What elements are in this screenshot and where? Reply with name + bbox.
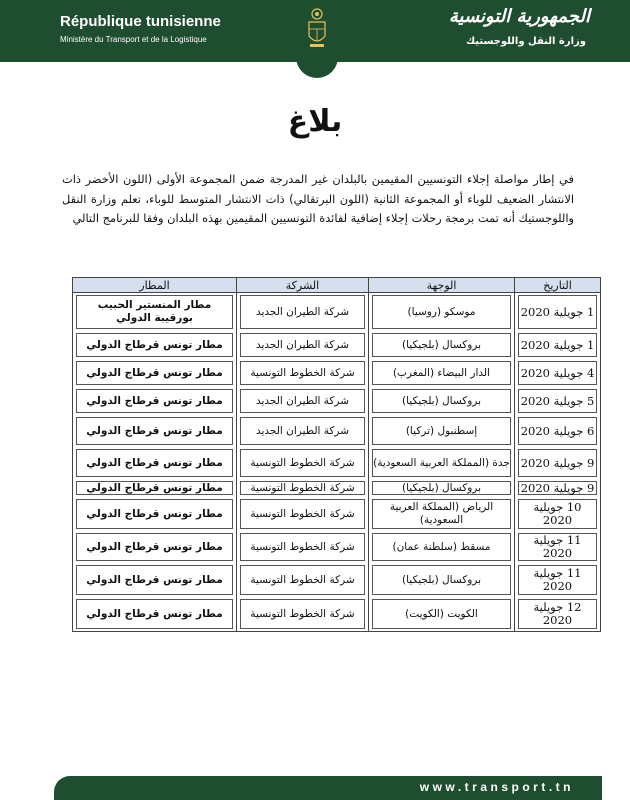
company-cell: شركة الخطوط التونسية	[240, 449, 365, 477]
airport-cell: مطار تونس قرطاج الدولي	[76, 389, 233, 413]
date-cell: 9 جويلية 2020	[518, 481, 597, 495]
company-cell: شركة الخطوط التونسية	[240, 499, 365, 529]
airport-cell: مطار تونس قرطاج الدولي	[76, 565, 233, 595]
date-cell: 1 جويلية 2020	[518, 333, 597, 357]
french-title: République tunisienne	[60, 13, 221, 30]
destination-cell: الكويت (الكويت)	[372, 599, 511, 629]
company-cell: شركة الطيران الجديد	[240, 389, 365, 413]
company-cell: شركة الخطوط التونسية	[240, 481, 365, 495]
destination-cell: الدار البيضاء (المغرب)	[372, 361, 511, 385]
destination-cell: بروكسال (بلجيكيا)	[372, 481, 511, 495]
company-cell: شركة الطيران الجديد	[240, 417, 365, 445]
table-row	[73, 415, 601, 447]
airport-cell: مطار تونس قرطاج الدولي	[76, 417, 233, 445]
destination-cell: الرياض (المملكة العربية السعودية)	[372, 499, 511, 529]
website-link[interactable]: www.transport.tn	[419, 780, 574, 794]
table-row	[73, 479, 601, 497]
date-cell: 5 جويلية 2020	[518, 389, 597, 413]
date-cell: 1 جويلية 2020	[518, 295, 597, 329]
destination-cell: موسكو (روسيا)	[372, 295, 511, 329]
arabic-ministry-name: وزارة النقل واللوجستيك	[465, 36, 586, 47]
date-cell: 11 جويلية 2020	[518, 565, 597, 595]
company-cell: شركة الطيران الجديد	[240, 333, 365, 357]
announcement-title: بلاغ	[287, 104, 343, 139]
destination-cell: إسطنبول (تركيا)	[372, 417, 511, 445]
airport-cell: مطار تونس قرطاج الدولي	[76, 499, 233, 529]
company-cell: شركة الخطوط التونسية	[240, 533, 365, 561]
destination-cell: جدة (المملكة العربية السعودية)	[372, 449, 511, 477]
company-cell: شركة الخطوط التونسية	[240, 599, 365, 629]
date-cell: 4 جويلية 2020	[518, 361, 597, 385]
date-cell: 12 جويلية 2020	[518, 599, 597, 629]
header-date: التاريخ	[515, 278, 601, 293]
airport-cell: مطار تونس قرطاج الدولي	[76, 361, 233, 385]
table-row	[73, 597, 601, 632]
header-company: الشركة	[237, 278, 369, 293]
header-airport: المطار	[73, 278, 237, 293]
destination-cell: مسقط (سلطنة عمان)	[372, 533, 511, 561]
coat-of-arms-icon	[307, 8, 327, 50]
airport-cell: مطار تونس قرطاج الدولي	[76, 599, 233, 629]
company-cell: شركة الخطوط التونسية	[240, 565, 365, 595]
airport-cell: مطار تونس قرطاج الدولي	[76, 449, 233, 477]
airport-cell: مطار المنستير الحبيب بورقيبة الدولي	[76, 295, 233, 329]
footer-band	[54, 776, 602, 800]
date-cell: 9 جويلية 2020	[518, 449, 597, 477]
table-header-row	[73, 278, 601, 293]
header-destination: الوجهة	[369, 278, 515, 293]
airport-cell: مطار تونس قرطاج الدولي	[76, 333, 233, 357]
table-row	[73, 447, 601, 479]
table-row	[73, 293, 601, 332]
table-row	[73, 387, 601, 415]
airport-cell: مطار تونس قرطاج الدولي	[76, 533, 233, 561]
table-row	[73, 359, 601, 387]
date-cell: 6 جويلية 2020	[518, 417, 597, 445]
announcement-paragraph: في إطار مواصلة إجلاء التونسيين المقيمين بالبلدان غير المدرجة ضمن المجموعة الأولى (اللون الأخضر ذات الانتشار الضعيف للوباء أو المجموعة الثانية (اللون البرتقالي) ذات الانتشار المتوسط للوباء، تعلم وزارة النقل واللوجستيك أنه تمت برمجة رحلات إجلاء إضافية لفائدة التونسيين المقيمين بهذه البلدان وفقا للبرنامج التالي	[62, 172, 574, 225]
company-cell: شركة الخطوط التونسية	[240, 361, 365, 385]
destination-cell: بروكسال (بلجيكيا)	[372, 565, 511, 595]
table-row	[73, 563, 601, 597]
arabic-title: الجمهورية التونسية	[448, 6, 590, 27]
company-cell: شركة الطيران الجديد	[240, 295, 365, 329]
table-row	[73, 497, 601, 531]
destination-cell: بروكسال (بلجيكيا)	[372, 333, 511, 357]
date-cell: 11 جويلية 2020	[518, 533, 597, 561]
flights-table	[72, 277, 601, 632]
date-cell: 10 جويلية 2020	[518, 499, 597, 529]
airport-cell: مطار تونس قرطاج الدولي	[76, 481, 233, 495]
table-row	[73, 531, 601, 563]
destination-cell: بروكسال (بلجيكيا)	[372, 389, 511, 413]
french-ministry-name: Ministère du Transport et de la Logistique	[60, 35, 207, 44]
table-row	[73, 331, 601, 359]
